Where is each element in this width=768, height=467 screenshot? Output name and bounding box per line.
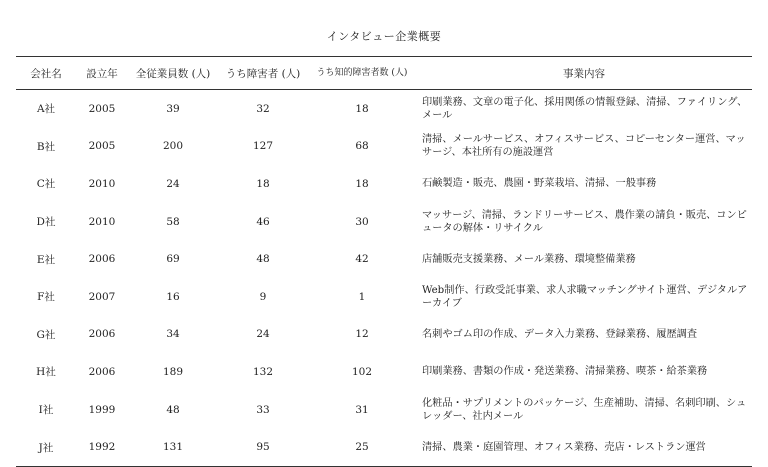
cell-founded: 2006 (88, 365, 116, 378)
cell-company: J社 (16, 428, 76, 466)
cell-disabled: 9 (259, 290, 267, 303)
cell-disabled: 18 (256, 177, 270, 190)
cell-company: H社 (36, 366, 56, 379)
cell-founded: 2010 (88, 177, 116, 190)
table-row (16, 428, 752, 466)
table-row (16, 316, 752, 354)
cell-founded: 2006 (88, 253, 116, 266)
table-row (16, 278, 752, 316)
cell-founded: 2007 (88, 290, 116, 303)
cell-founded: 2005 (88, 140, 116, 153)
cell-employees: 69 (166, 253, 180, 266)
cell-intellectual: 68 (355, 140, 369, 153)
cell-intellectual: 18 (355, 177, 369, 190)
cell-employees: 34 (166, 328, 180, 341)
cell-business: 印刷業務、書類の作成・発送業務、清掃業務、喫茶・給茶業務 (422, 366, 708, 378)
cell-employees: 48 (166, 403, 180, 416)
cell-disabled: 33 (256, 403, 270, 416)
header-business: 事業内容 (416, 57, 752, 90)
cell-company: I社 (38, 404, 54, 417)
cell-intellectual: 31 (355, 403, 369, 416)
table-row (16, 165, 752, 203)
cell-company: B社 (36, 140, 56, 153)
cell-business: Web制作、行政受託事業、求人求職マッチングサイト運営、デジタルアーカイブ (422, 284, 748, 309)
company-overview-table (16, 56, 752, 467)
cell-employees: 200 (162, 140, 184, 153)
table-title: インタビュー企業概要 (326, 30, 442, 43)
cell-company: F社 (37, 291, 55, 304)
cell-intellectual: 42 (355, 253, 369, 266)
header-company: 会社名 (16, 57, 76, 90)
table-row (16, 240, 752, 278)
cell-employees: 16 (166, 290, 180, 303)
cell-business: 名刺やゴム印の作成、データ入力業務、登録業務、履歴調査 (422, 328, 698, 340)
cell-disabled: 48 (256, 253, 270, 266)
cell-employees: 39 (166, 102, 180, 115)
header-intellectual: うち知的障害者数 (人) (308, 57, 416, 90)
table-row (16, 128, 752, 166)
header-founded: 設立年 (76, 57, 128, 90)
cell-founded: 2010 (88, 215, 116, 228)
cell-disabled: 46 (256, 215, 270, 228)
cell-founded: 1992 (76, 428, 128, 466)
cell-intellectual: 102 (351, 365, 373, 378)
cell-founded: 2005 (88, 102, 116, 115)
cell-business: 化粧品・サプリメントのパッケージ、生産補助、清掃、名刺印刷、シュレッダー、社内メール (422, 397, 747, 422)
table-row (16, 391, 752, 429)
cell-intellectual: 30 (355, 215, 369, 228)
cell-intellectual: 25 (308, 428, 416, 466)
table-row (16, 90, 752, 128)
cell-employees: 24 (166, 177, 180, 190)
cell-business: マッサージ、清掃、ランドリーサービス、農作業の請負・販売、コンピュータの解体・リサイクル (422, 209, 747, 234)
cell-disabled: 95 (218, 428, 308, 466)
table-header-row (16, 57, 752, 90)
header-disabled: うち障害者 (人) (218, 57, 308, 90)
cell-disabled: 32 (256, 102, 270, 115)
cell-disabled: 24 (256, 328, 270, 341)
cell-intellectual: 1 (358, 290, 366, 303)
cell-company: D社 (36, 216, 56, 229)
cell-business: 店舗販売支援業務、メール業務、環境整備業務 (422, 253, 636, 265)
cell-employees: 131 (128, 428, 218, 466)
cell-company: E社 (36, 253, 56, 266)
cell-intellectual: 18 (355, 102, 369, 115)
cell-founded: 1999 (88, 403, 116, 416)
table-row (16, 353, 752, 391)
cell-company: C社 (36, 178, 56, 191)
cell-disabled: 132 (252, 365, 274, 378)
cell-business: 清掃、農業・庭園管理、オフィス業務、売店・レストラン運営 (416, 428, 752, 466)
cell-business: 石鹸製造・販売、農園・野菜栽培、清掃、一般事務 (422, 178, 657, 190)
cell-intellectual: 12 (355, 328, 369, 341)
cell-employees: 58 (166, 215, 180, 228)
cell-company: G社 (36, 328, 56, 341)
cell-disabled: 127 (252, 140, 274, 153)
table-row (16, 203, 752, 241)
cell-founded: 2006 (88, 328, 116, 341)
cell-business: 清掃、メールサービス、オフィスサービス、コピーセンター運営、マッサージ、本社所有の施設運営 (422, 134, 746, 159)
cell-business: 印刷業務、文章の電子化、採用関係の情報登録、清掃、ファイリング、メール (422, 96, 748, 121)
header-employees: 全従業員数 (人) (128, 57, 218, 90)
cell-employees: 189 (162, 365, 184, 378)
cell-company: A社 (36, 103, 56, 116)
